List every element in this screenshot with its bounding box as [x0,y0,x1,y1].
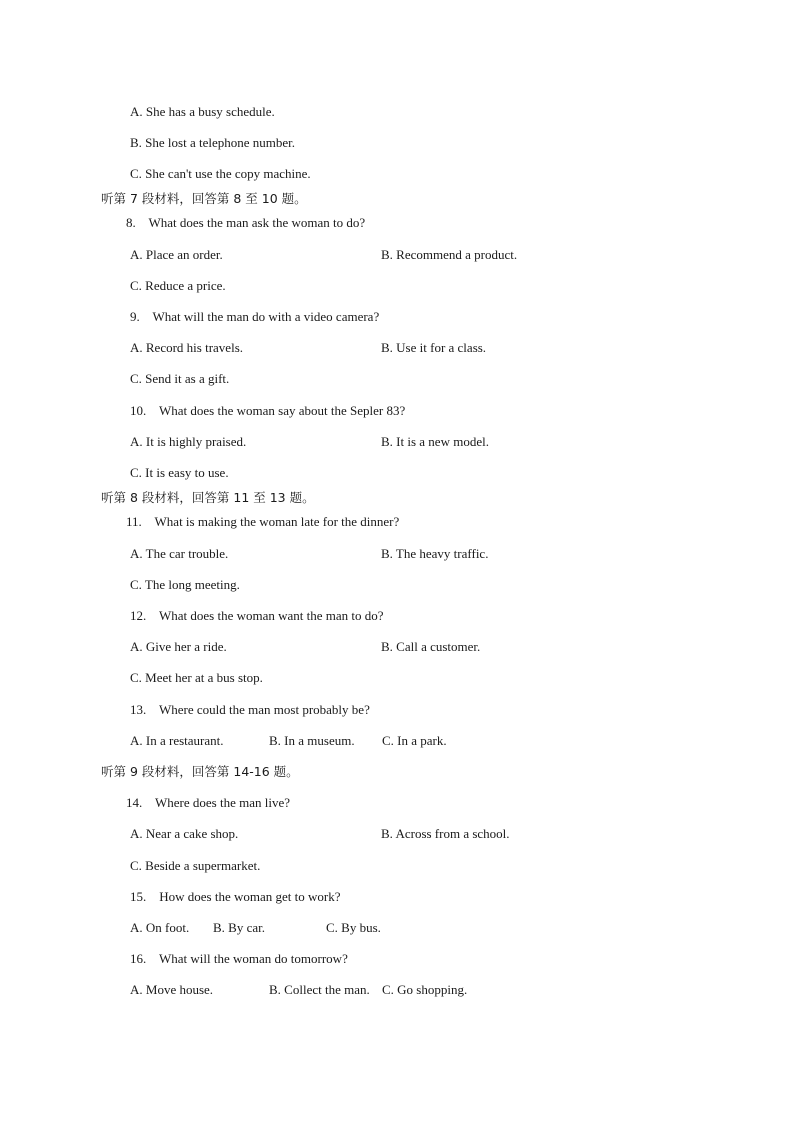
q11-option-b: B. The heavy traffic. [381,546,489,561]
q7-option-a: A. She has a busy schedule. [130,104,275,119]
q9-option-c: C. Send it as a gift. [130,371,230,386]
q14-option-a: A. Near a cake shop. [130,826,239,841]
q14-option-b: B. Across from a school. [381,826,510,841]
q9-option-a: A. Record his travels. [130,340,244,355]
q13-question: 13. Where could the man most probably be? [130,702,370,717]
q9-question: 9. What will the man do with a video camera? [130,309,380,324]
q14-option-c: C. Beside a supermarket. [130,858,261,873]
q16-option-a: A. Move house. [130,982,214,997]
q7-option-c: C. She can't use the copy machine. [130,166,311,181]
q15-option-b: B. By car. [213,920,265,935]
section-8-heading: 听第 8 段材料，回答第 11 至 13 题。 [101,490,315,505]
q13-option-c: C. In a park. [382,733,447,748]
q16-option-b: B. Collect the man. [269,982,370,997]
q8-question: 8. What does the man ask the woman to do? [126,215,366,230]
q10-option-b: B. It is a new model. [381,434,489,449]
section-9-heading: 听第 9 段材料，回答第 14-16 题。 [101,764,299,779]
q7-option-b: B. She lost a telephone number. [130,135,296,150]
q9-option-b: B. Use it for a class. [381,340,487,355]
q14-question: 14. Where does the man live? [126,795,291,810]
q15-option-a: A. On foot. [130,920,190,935]
q12-option-c: C. Meet her at a bus stop. [130,670,263,685]
q8-option-a: A. Place an order. [130,247,223,262]
q12-option-a: A. Give her a ride. [130,639,227,654]
section-7-heading: 听第 7 段材料，回答第 8 至 10 题。 [101,191,307,206]
q12-question: 12. What does the woman want the man to do? [130,608,384,623]
q16-question: 16. What will the woman do tomorrow? [130,951,348,966]
q11-option-c: C. The long meeting. [130,577,240,592]
q16-option-c: C. Go shopping. [382,982,468,997]
q8-option-c: C. Reduce a price. [130,278,226,293]
q11-option-a: A. The car trouble. [130,546,229,561]
q15-question: 15. How does the woman get to work? [130,889,341,904]
q13-option-b: B. In a museum. [269,733,355,748]
q10-question: 10. What does the woman say about the Sepler 83? [130,403,406,418]
q13-option-a: A. In a restaurant. [130,733,224,748]
q10-option-a: A. It is highly praised. [130,434,247,449]
q10-option-c: C. It is easy to use. [130,465,229,480]
q15-option-c: C. By bus. [326,920,381,935]
q11-question: 11. What is making the woman late for the dinner? [126,514,400,529]
q8-option-b: B. Recommend a product. [381,247,518,262]
q12-option-b: B. Call a customer. [381,639,481,654]
